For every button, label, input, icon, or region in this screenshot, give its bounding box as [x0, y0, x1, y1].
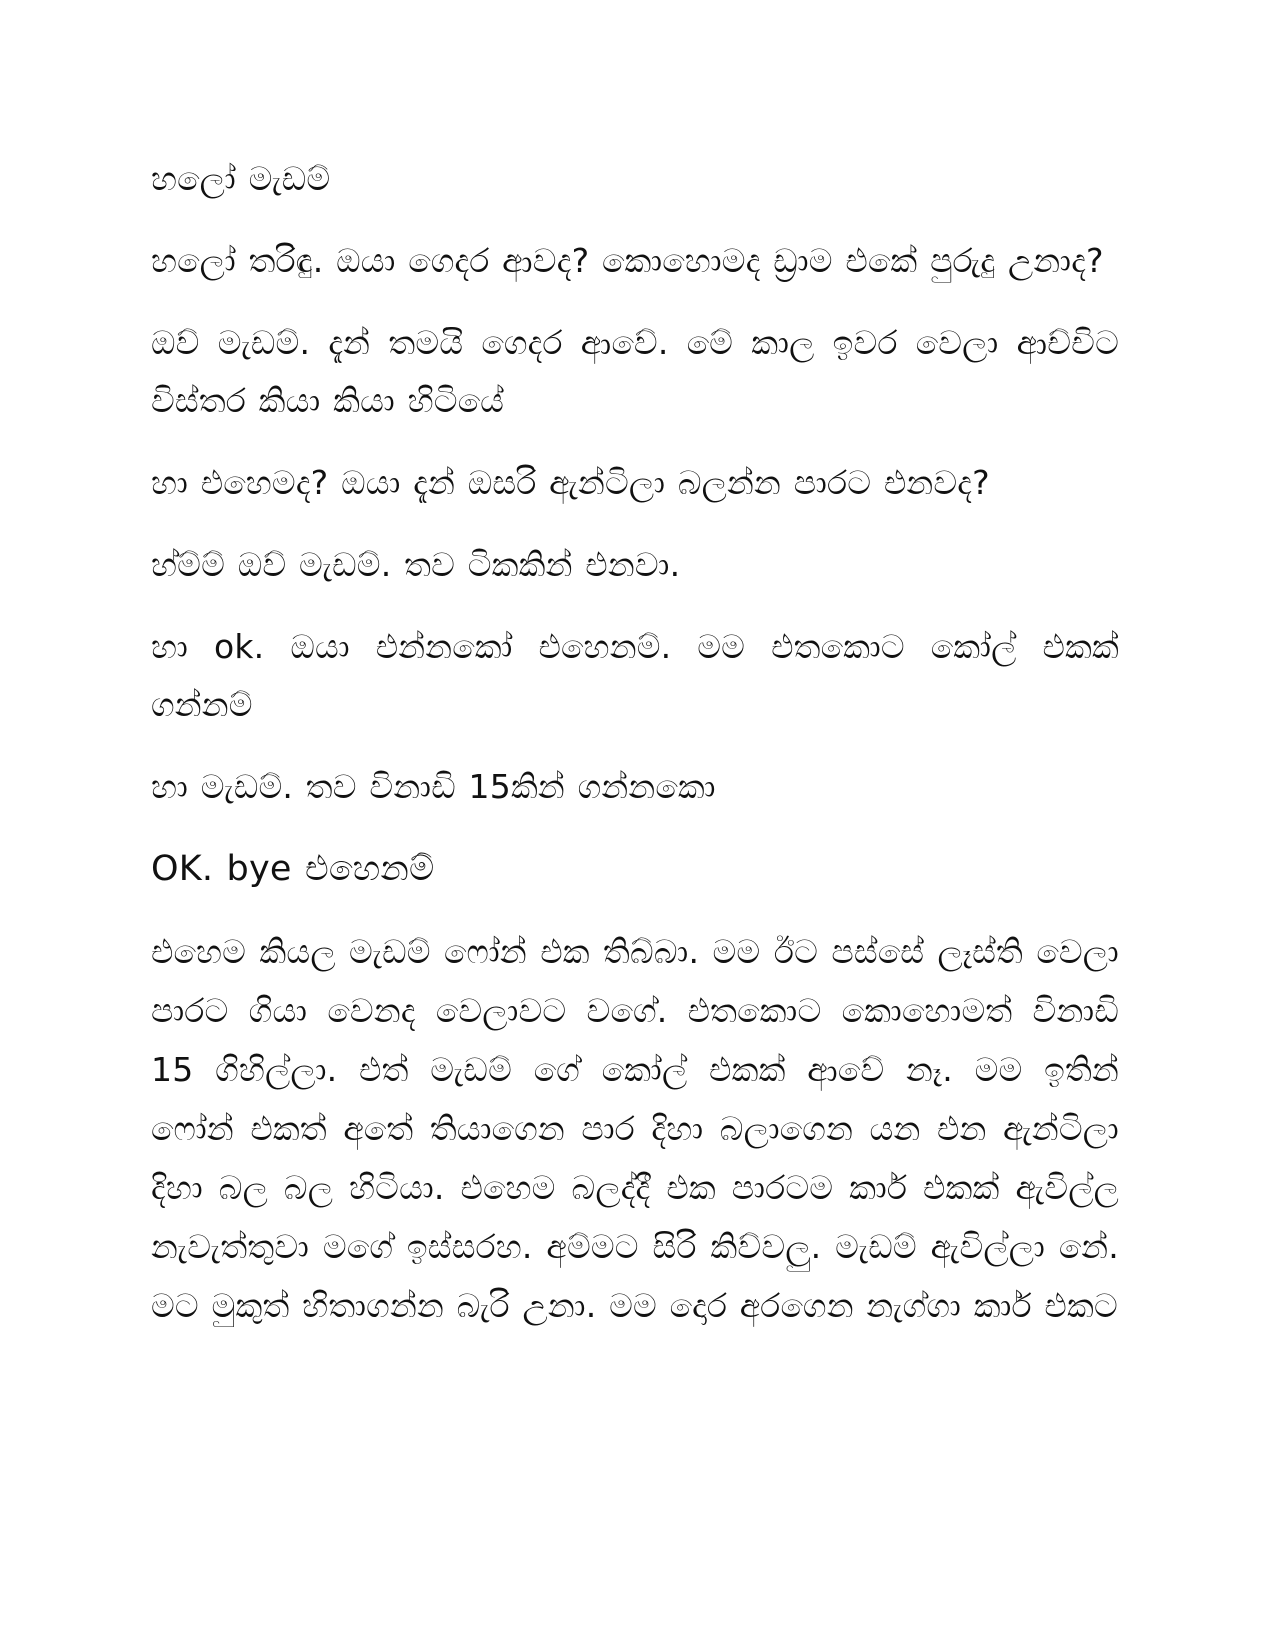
paragraph-question: හා එහෙමද? ඔයා දැන් ඔසරි ඇන්ටිලා බලන්න පාරට එනවද? — [151, 463, 990, 502]
paragraph-timing: හා මැඩම්. තව විනාඩි 15කින් ගන්නකො — [151, 767, 716, 806]
paragraph-call-plan: හා ok. ඔයා එන්නකෝ එහෙනම්. මම එතකොට කෝල් එකක් ගන්නම් — [151, 627, 1119, 724]
paragraph-narrative: එහෙම කියල මැඩම් ෆෝන් එක තිබ්බා. මම ඊට පස්සේ ලෑස්ති වෙලා පාරට ගියා වෙනද වෙලාවට වගේ. එතකොට කොහොමත් විනාඩි 15 ගිහිල්ලා. එත් මැඩම් ගේ කෝල් එකක් ආවේ නෑ. මම ඉතින් ෆෝන් එකත් අතේ තියාගෙන පාර දිහා බලාගෙන යන එන ඇන්ටිලා දිහා බල බල හිටියා. එහෙම බලද්දී එක පාරටම කාර් එකක් ඇවිල්ල නැවැත්තුවා මගේ ඉස්සරහ. අම්මට සිරි කිව්වලු. මැඩම් ඇවිල්ලා නේ. මට මුකුත් හිතාගන්න බැරි උනා. මම දොර අරගෙන නැග්ගා කාර් එකට — [151, 932, 1119, 1325]
paragraph-greeting: හලෝ මැඩම් — [151, 159, 331, 198]
story-text — [151, 150, 1119, 1359]
paragraph-reply: හලෝ තරිඳු. ඔයා ගෙදර ආවද? කොහොමද ඩ්‍රාම එකේ පුරුදු උනාද? — [151, 241, 1104, 280]
paragraph-goodbye: OK. bye එහෙනම් — [151, 849, 435, 889]
paragraph-confirm: හ්ම්ම් ඔව් මැඩම්. තව ටිකකින් එනවා. — [151, 545, 681, 584]
paragraph-answer: ඔව් මැඩම්. දැන් තමයි ගෙදර ආවේ. මේ කාල ඉවර වෙලා ආච්චිට විස්තර කියා කියා හිටියේ — [151, 323, 1119, 420]
